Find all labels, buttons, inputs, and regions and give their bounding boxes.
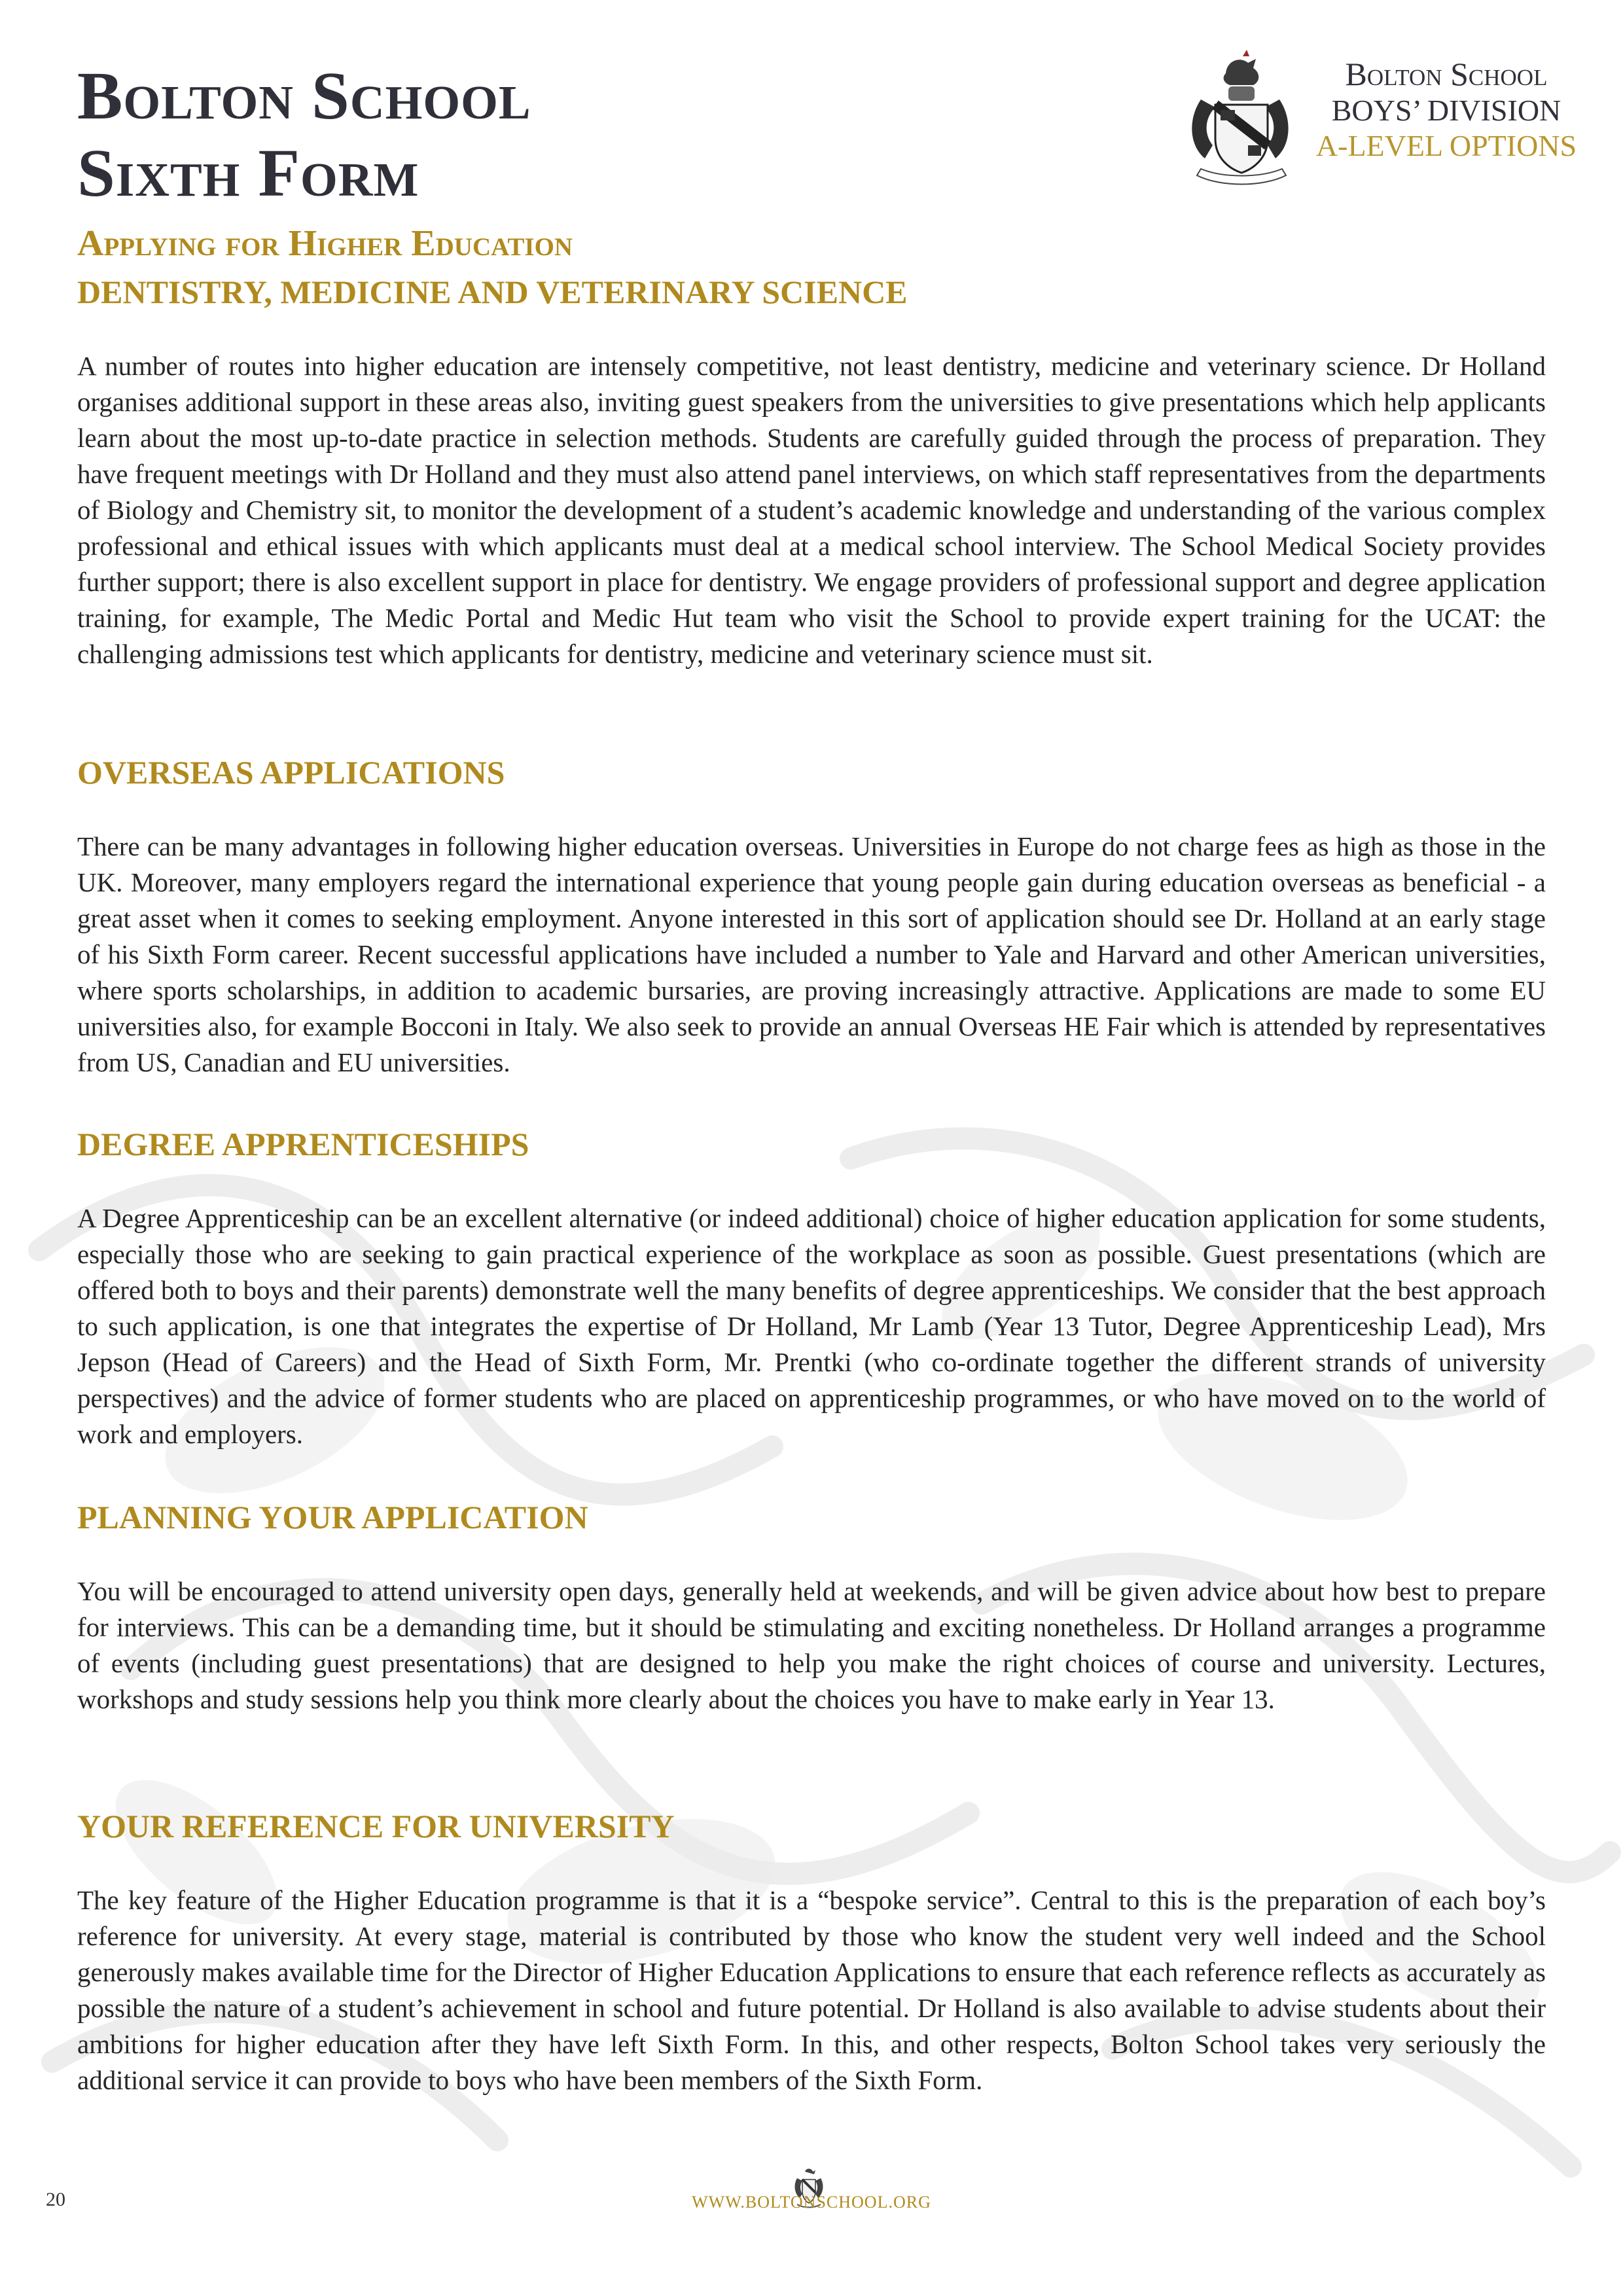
options-label: A-LEVEL OPTIONS	[1315, 129, 1577, 162]
heading-reference: YOUR REFERENCE FOR UNIVERSITY	[77, 1808, 675, 1844]
school-name: Bolton School	[1345, 56, 1548, 92]
heading-planning: PLANNING YOUR APPLICATION	[77, 1499, 588, 1535]
paragraph-medicine: A number of routes into higher education are intensely competitive, not least dentistry, medicine and veterinary science. Dr Holland organises additional support in these areas also, inviting guest speakers from the universities to give presentations which help applicants learn about the most up-to-date practice in selection methods. Students are carefully guided through the process of preparation. They have frequent meetings with Dr Holland and they must also attend panel interviews, on which staff representatives from the departments of Biology and Chemistry sit, to monitor the development of a student’s academic knowledge and understanding of the various complex professional and ethical issues with which applicants must deal at a medical school interview. The School Medical Society provides further support; there is also excellent support in place for dentistry. We engage providers of professional support and degree application training, for example, The Medic Portal and Medic Hut team who visit the School to provide expert training for the UCAT: the challenging admissions test which applicants for dentistry, medicine and veterinary science must sit.	[77, 351, 1546, 669]
page-number: 20	[46, 2189, 65, 2210]
title-line-1: Bolton School	[77, 58, 531, 134]
division-name: BOYS’ DIVISION	[1331, 94, 1561, 127]
school-crest-icon	[1175, 47, 1306, 191]
paragraph-planning: You will be encouraged to attend university open days, generally held at weekends, and will be given advice about how best to prepare for interviews. This can be a demanding time, but it should be stimulating and exciting nonetheless. Dr Holland arranges a programme of events (including guest presentations) that are designed to help you make the right choices of course and university. Lectures, workshops and study sessions help you think more clearly about the choices you have to make early in Year 13.	[77, 1576, 1546, 1714]
paragraph-apprenticeships: A Degree Apprenticeship can be an excellent alternative (or indeed additional) choice of higher education application for some students, especially those who are seeking to gain practical experience of the workplace as soon as possible. Guest presentations (which are offered both to boys and their parents) demonstrate well the many benefits of degree apprenticeships. We consider that the best approach to such application, is one that integrates the expertise of Dr Holland, Mr Lamb (Year 13 Tutor, Degree Apprenticeship Lead), Mrs Jepson (Head of Careers) and the Head of Sixth Form, Mr. Prentki (who co-ordinate together the different strands of university perspectives) and the advice of former students who are placed on apprenticeship programmes, or who have moved on to the world of work and employers.	[77, 1203, 1546, 1449]
paragraph-overseas: There can be many advantages in following higher education overseas. Universities in Europe do not charge fees as high as those in the UK. Moreover, many employers regard the international experience that young people gain during education overseas as beneficial - a great asset when it comes to seeking employment. Anyone interested in this sort of application should see Dr. Holland at an early stage of his Sixth Form career. Recent successful applications have included a number to Yale and Harvard and other American universities, where sports scholarships, in addition to academic bursaries, are proving increasingly attractive. Applications are made to some EU universities also, for example Bocconi in Italy. We also seek to provide an annual Overseas HE Fair which is attended by representatives from US, Canadian and EU universities.	[77, 831, 1546, 1077]
website-link[interactable]: WWW.BOLTONSCHOOL.ORG	[692, 2193, 931, 2212]
title-line-2: Sixth Form	[77, 135, 419, 211]
section-subtitle: DENTISTRY, MEDICINE AND VETERINARY SCIENCE	[77, 274, 908, 310]
heading-overseas: OVERSEAS APPLICATIONS	[77, 754, 505, 791]
heading-apprenticeships: DEGREE APPRENTICESHIPS	[77, 1126, 529, 1162]
division-label	[1315, 55, 1577, 164]
page-title	[77, 58, 531, 212]
section-title: Applying for Higher Education	[77, 223, 573, 264]
paragraph-reference: The key feature of the Higher Education programme is that it is a “bespoke service”. Central to this is the preparation of each boy’s reference for university. At every stage, material is contributed by those who know the student very well indeed and the School generously makes available time for the Director of Higher Education Applications to ensure that each reference reflects as accurately as possible the nature of a student’s achievement in school and future potential. Dr Holland is also available to advise students about their ambitions for higher education after they have left Sixth Form. In this, and other respects, Bolton School takes very seriously the additional service it can provide to boys who have been members of the Sixth Form.	[77, 1885, 1546, 2095]
